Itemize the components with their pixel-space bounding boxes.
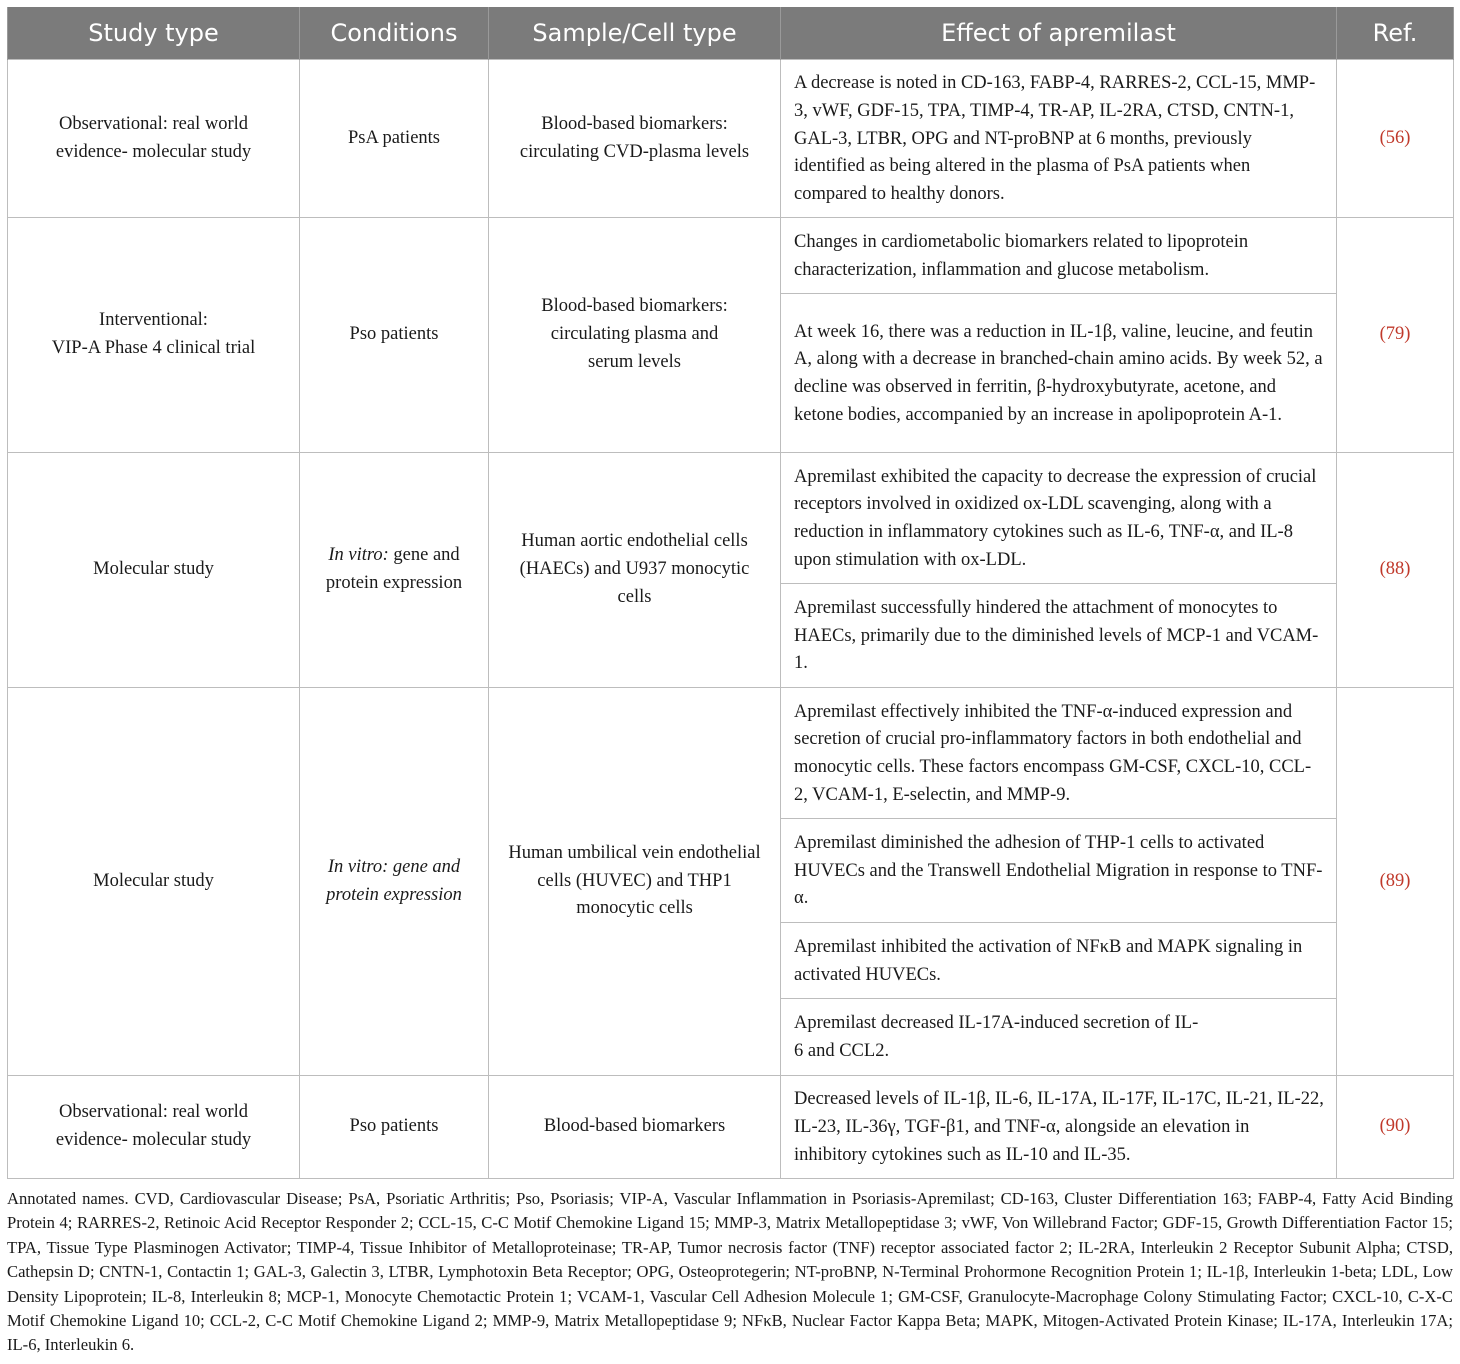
apremilast-effects-table — [7, 7, 1454, 1179]
table-row — [8, 1076, 1454, 1179]
header-sample: Sample/Cell type — [489, 7, 781, 60]
effect-cell: Apremilast inhibited the activation of NFκB and MAPK signaling in activated HUVECs. — [781, 923, 1337, 999]
header-study-type: Study type — [8, 7, 300, 60]
header-effect: Effect of apremilast — [781, 7, 1337, 60]
study-type-cell — [8, 218, 300, 453]
conditions-cell: PsA patients — [300, 60, 489, 218]
study-type-cell: Molecular study — [8, 453, 300, 688]
ref-cell — [1337, 218, 1454, 453]
effect-cell: A decrease is noted in CD-163, FABP-4, RARRES-2, CCL-15, MMP-3, vWF, GDF-15, TPA, TIMP-4, TR-AP, IL-2RA, CTSD, CNTN-1, GAL-3, LTBR, OPG and NT-proBNP at 6 months, previously identified as being altered in the plasma of PsA patients when compared to healthy donors. — [781, 60, 1337, 218]
table-row — [8, 218, 1454, 294]
effect-cell: Apremilast decreased IL-17A-induced secretion of IL-6 and CCL2. — [781, 999, 1337, 1076]
ref-link[interactable]: (56) — [1379, 127, 1411, 148]
table-row — [8, 688, 1454, 819]
table-footnote: Annotated names. CVD, Cardiovascular Disease; PsA, Psoriatic Arthritis; Pso, Psoriasis; VIP-A, Vascular Inflammation in Psoriasis-Apremilast; CD-163, Cluster Differentiation 163; FABP-4, Fatty Acid Binding Protein 4; RARRES-2, Retinoic Acid Receptor Responder 2; CCL-15, C-C Motif Chemokine Ligand 15; MMP-3, Matrix Metallopeptidase 3; vWF, Von Willebrand Factor; GDF-15, Growth Differentiation Factor 15; TPA, Tissue Type Plasminogen Activator; TIMP-4, Tissue Inhibitor of Metalloproteinase; TR-AP, Tumor necrosis factor (TNF) receptor associated factor 2; IL-2RA, Interleukin 2 Receptor Subunit Alpha; CTSD, Cathepsin D; CNTN-1, Contactin 1; GAL-3, Galectin 3, LTBR, Lymphotoxin Beta Receptor; OPG, Osteoprotegerin; NT-proBNP, N-Terminal Prohormone Recognition Protein 1; IL-1β, Interleukin 1-beta; LDL, Low Density Lipoprotein; IL-8, Interleukin 8; MCP-1, Monocyte Chemotactic Protein 1; VCAM-1, Vascular Cell Adhesion Molecule 1; GM-CSF, Granulocyte-Macrophage Colony Stimulating Factor; CXCL-10, C-X-C Motif Chemokine Ligand 10; CCL-2, C-C Motif Chemokine Ligand 2; MMP-9, Matrix Metallopeptidase 9; NFκB, Nuclear Factor Kappa Beta; MAPK, Mitogen-Activated Protein Kinase; IL-17A, Interleukin 17A; IL-6, Interleukin 6. — [7, 1189, 1453, 1355]
sample-cell: Blood-based biomarkers — [489, 1076, 781, 1179]
sample-cell: Blood-based biomarkers: circulating CVD-plasma levels — [489, 60, 781, 218]
ref-cell — [1337, 453, 1454, 688]
ref-cell — [1337, 60, 1454, 218]
conditions-text: gene and protein expression — [325, 545, 463, 593]
effect-cell: Apremilast exhibited the capacity to decrease the expression of crucial receptors involved in oxidized ox-LDL scavenging, along with a reduction in inflammatory cytokines such as IL-6, TNF-α, and IL-8 upon stimulation with ox-LDL. — [781, 453, 1337, 584]
ref-link[interactable]: (89) — [1379, 870, 1411, 891]
study-type-cell: Observational: real world evidence- molecular study — [8, 60, 300, 218]
table-row — [8, 60, 1454, 218]
table-row — [8, 453, 1454, 584]
ref-link[interactable]: (90) — [1379, 1116, 1411, 1137]
conditions-cell: Pso patients — [300, 1076, 489, 1179]
header-ref: Ref. — [1337, 7, 1454, 60]
effect-cell: Apremilast diminished the adhesion of THP-1 cells to activated HUVECs and the Transwell Endothelial Migration in response to TNF-α. — [781, 819, 1337, 923]
study-type-line: Interventional: — [99, 310, 208, 331]
header-row — [8, 7, 1454, 60]
in-vitro-label: In vitro: — [328, 545, 389, 566]
effect-cell: Apremilast effectively inhibited the TNF-α-induced expression and secretion of crucial pro-inflammatory factors in both endothelial and monocytic cells. These factors encompass GM-CSF, CXCL-10, CCL-2, VCAM-1, E-selectin, and MMP-9. — [781, 688, 1337, 819]
study-type-cell: Observational: real world evidence- molecular study — [8, 1076, 300, 1179]
sample-cell: Human umbilical vein endothelial cells (HUVEC) and THP1 monocytic cells — [489, 688, 781, 1076]
effect-cell: Apremilast successfully hindered the attachment of monocytes to HAECs, primarily due to the diminished levels of MCP-1 and VCAM-1. — [781, 584, 1337, 688]
study-type-cell: Molecular study — [8, 688, 300, 1076]
table-container — [7, 7, 1453, 1179]
conditions-cell: Pso patients — [300, 218, 489, 453]
conditions-cell: In vitro: gene and protein expression — [300, 688, 489, 1076]
effect-cell: Decreased levels of IL-1β, IL-6, IL-17A, IL-17F, IL-17C, IL-21, IL-22, IL-23, IL-36γ, TGF-β1, and TNF-α, alongside an elevation in inhibitory cytokines such as IL-10 and IL-35. — [781, 1076, 1337, 1179]
header-conditions: Conditions — [300, 7, 489, 60]
effect-cell: Changes in cardiometabolic biomarkers related to lipoprotein characterization, inflammation and glucose metabolism. — [781, 218, 1337, 294]
ref-cell — [1337, 688, 1454, 1076]
ref-link[interactable]: (79) — [1379, 324, 1411, 345]
study-type-line: VIP-A Phase 4 clinical trial — [51, 338, 256, 358]
ref-link[interactable]: (88) — [1379, 559, 1411, 580]
sample-cell: Blood-based biomarkers: circulating plasma and serum levels — [489, 218, 781, 453]
conditions-cell — [300, 453, 489, 688]
ref-cell — [1337, 1076, 1454, 1179]
effect-cell: At week 16, there was a reduction in IL-1β, valine, leucine, and feutin A, along with a decrease in branched-chain amino acids. By week 52, a decline was observed in ferritin, β-hydroxybutyrate, acetone, and ketone bodies, accompanied by an increase in apolipoprotein A-1. — [781, 294, 1337, 453]
sample-cell: Human aortic endothelial cells (HAECs) and U937 monocytic cells — [489, 453, 781, 688]
